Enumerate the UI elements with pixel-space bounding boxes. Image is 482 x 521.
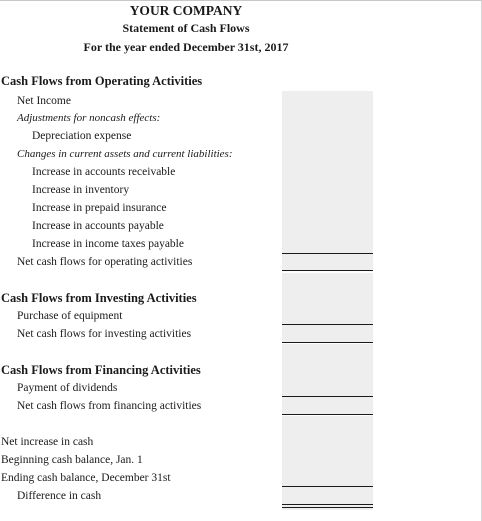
financing-section-title: Cash Flows from Financing Activities [1,363,201,377]
investing-total-rule [282,342,373,343]
operating-item: Increase in income taxes payable [32,238,184,250]
financing-total-label: Net cash flows from financing activities [17,400,202,412]
investing-amount-column [282,273,373,343]
operating-total-label: Net cash flows for operating activities [17,256,193,268]
net-increase-label: Net increase in cash [1,436,94,448]
investing-total-label: Net cash flows for investing activities [17,328,192,340]
investing-section-title: Cash Flows from Investing Activities [1,291,197,305]
operating-item: Increase in accounts receivable [32,166,176,178]
depreciation-label: Depreciation expense [32,130,132,142]
operating-subtotal-rule [282,253,373,254]
operating-item: Increase in accounts payable [32,220,164,232]
ending-balance-label: Ending cash balance, December 31st [1,472,171,484]
investing-item: Purchase of equipment [17,310,123,322]
operating-item: Increase in prepaid insurance [32,202,167,214]
financing-subtotal-rule [282,396,373,397]
statement-title: Statement of Cash Flows [122,21,250,35]
top-border [0,0,482,1]
difference-label: Difference in cash [17,490,102,502]
operating-section-title: Cash Flows from Operating Activities [1,74,203,88]
statement-period: For the year ended December 31st, 2017 [83,40,289,54]
operating-amount-column [282,91,373,271]
summary-amount-column [282,416,373,510]
company-name: YOUR COMPANY [129,3,243,18]
investing-subtotal-rule [282,324,373,325]
adjustments-label: Adjustments for noncash effects: [17,112,161,124]
beginning-balance-label: Beginning cash balance, Jan. 1 [1,454,143,466]
net-income-label: Net Income [17,95,71,107]
difference-double-rule-bottom [282,507,373,508]
financing-total-rule [282,414,373,415]
changes-label: Changes in current assets and current liabilities: [17,148,233,160]
financing-item: Payment of dividends [17,382,118,394]
financing-amount-column [282,344,373,415]
operating-item: Increase in inventory [32,184,130,196]
ending-balance-rule [282,486,373,487]
difference-double-rule-top [282,504,373,505]
operating-total-rule [282,270,373,271]
